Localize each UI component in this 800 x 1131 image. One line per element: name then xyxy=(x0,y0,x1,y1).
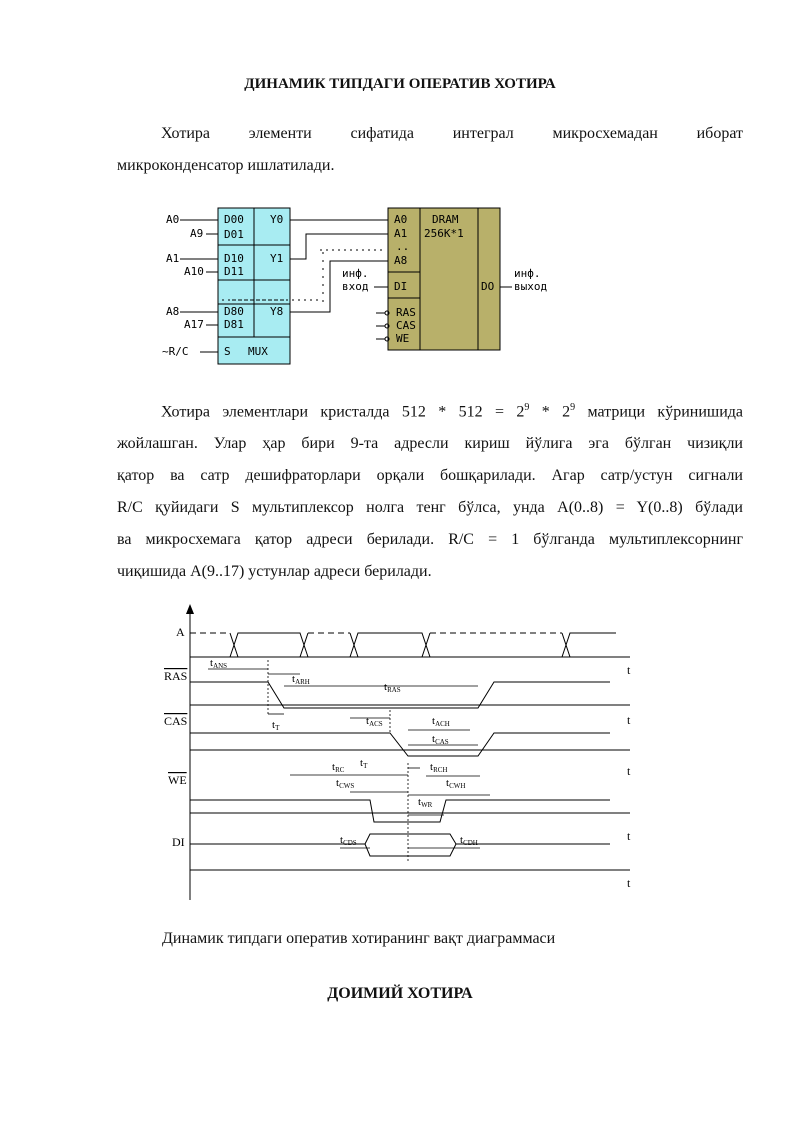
mux-select-s: S xyxy=(224,345,231,358)
param-t-t2: tT xyxy=(360,757,368,770)
intro-paragraph xyxy=(117,118,743,182)
mux-port-d81: D81 xyxy=(224,318,244,331)
signal-we: WE xyxy=(168,773,187,787)
param-t-rc: tRC xyxy=(332,761,345,774)
dram-pin-cas: CAS xyxy=(396,319,416,332)
mux-port-d01: D01 xyxy=(224,228,244,241)
param-t-wr: tWR xyxy=(418,796,433,809)
axis-t: t xyxy=(627,876,631,890)
description-paragraph xyxy=(117,392,743,588)
param-t-ach: tACH xyxy=(432,715,450,728)
waveform-cas xyxy=(190,733,610,756)
label-data-in: инф. xyxy=(342,267,369,280)
mux-out-y1: Y1 xyxy=(270,252,284,265)
mux-label: MUX xyxy=(248,345,268,358)
signal-cas: CAS xyxy=(164,714,188,728)
mux-port-d80: D80 xyxy=(224,305,244,318)
input-a9: A9 xyxy=(190,227,204,240)
input-a10: A10 xyxy=(184,265,204,278)
label-data-out: инф. xyxy=(514,267,541,280)
dram-pin-we: WE xyxy=(396,332,410,345)
mux-out-y0: Y0 xyxy=(270,213,284,226)
input-a0: A0 xyxy=(166,213,180,226)
param-t-cds: tCDS xyxy=(340,834,357,847)
signal-di: DI xyxy=(172,835,185,849)
paragraph-line: жойлашган. Улар ҳар бири 9-та адресли кириш йўлига эга бўлган чизиқли xyxy=(117,435,743,453)
param-t-cwh: tCWH xyxy=(446,777,466,790)
paragraph-line: ва микросхемага қатор адреси берилади. R/C = 1 бўлганда мультиплексорнинг xyxy=(117,531,743,549)
param-t-rch: tRCH xyxy=(430,761,448,774)
mux-port-d10: D10 xyxy=(224,252,244,265)
axis-t: t xyxy=(627,829,631,843)
mux-out-y8: Y8 xyxy=(270,305,284,318)
waveform-a xyxy=(190,633,616,657)
signal-ras: RAS xyxy=(164,669,188,683)
param-t-acs: tACS xyxy=(366,715,383,728)
param-t-t: tT xyxy=(272,719,280,732)
param-t-arh: tARH xyxy=(292,673,310,686)
paragraph-line: Хотира элементи сифатида интеграл микросхемадан иборат xyxy=(161,125,743,142)
paragraph-line: Хотира элементлари кристалда $512 * 512 = 2^9 * 2^9$ матрици кўринишида xyxy=(161,402,744,421)
dram-pin-a1: A1 xyxy=(394,227,408,240)
waveform-we xyxy=(190,800,610,822)
figure-caption: Динамик типдаги оператив хотиранинг вақт диаграммаси xyxy=(162,930,556,947)
mux-port-d11: D11 xyxy=(224,265,244,278)
paragraph-line: қатор ва сатр дешифраторлари орқали бошқарилади. Агар сатр/устун сигнали xyxy=(117,467,743,485)
paragraph-line: чиқишида A(9..17) устунлар адреси берилади. xyxy=(117,563,432,581)
paragraph-line: микроконденсатор ишлатилади. xyxy=(117,157,335,174)
dram-pin-do: DO xyxy=(481,280,495,293)
axis-t: t xyxy=(627,713,631,727)
param-t-ans: tANS xyxy=(210,657,228,670)
label-data-in-2: вход xyxy=(342,280,369,293)
waveform-di xyxy=(190,834,610,856)
paragraph-line: R/C қуйидаги S мультиплексор нолга тенг бўлса, унда A(0..8) = Y(0..8) бўлади xyxy=(117,499,743,517)
section-heading: ДОИМИЙ ХОТИРА xyxy=(327,985,473,1002)
dram-pin-ras: RAS xyxy=(396,306,416,319)
param-t-cws: tCWS xyxy=(336,777,355,790)
page-title: ДИНАМИК ТИПДАГИ ОПЕРАТИВ ХОТИРА xyxy=(244,76,556,92)
param-t-ras: tRAS xyxy=(384,681,401,694)
axis-t: t xyxy=(627,764,631,778)
dram-pin-a8: A8 xyxy=(394,254,408,267)
svg-text:..: .. xyxy=(396,240,410,253)
input-a8: A8 xyxy=(166,305,180,318)
dram-title: DRAM xyxy=(432,213,459,226)
input-rc: ~R/C xyxy=(162,345,189,358)
dram-size: 256K*1 xyxy=(424,227,464,240)
label-data-out-2: выход xyxy=(514,280,548,293)
param-t-cas: tCAS xyxy=(432,733,449,746)
mux-port-d00: D00 xyxy=(224,213,244,226)
dram-pin-di: DI xyxy=(394,280,408,293)
mux-dram-diagram xyxy=(160,200,560,368)
dram-pin-a0: A0 xyxy=(394,213,408,226)
axis-t: t xyxy=(627,663,631,677)
signal-a: A xyxy=(176,625,185,639)
input-a17: A17 xyxy=(184,318,204,331)
param-t-cdh: tCDH xyxy=(460,834,478,847)
input-a1: A1 xyxy=(166,252,180,265)
timing-diagram xyxy=(160,600,650,905)
timing-param-labels xyxy=(210,657,478,847)
